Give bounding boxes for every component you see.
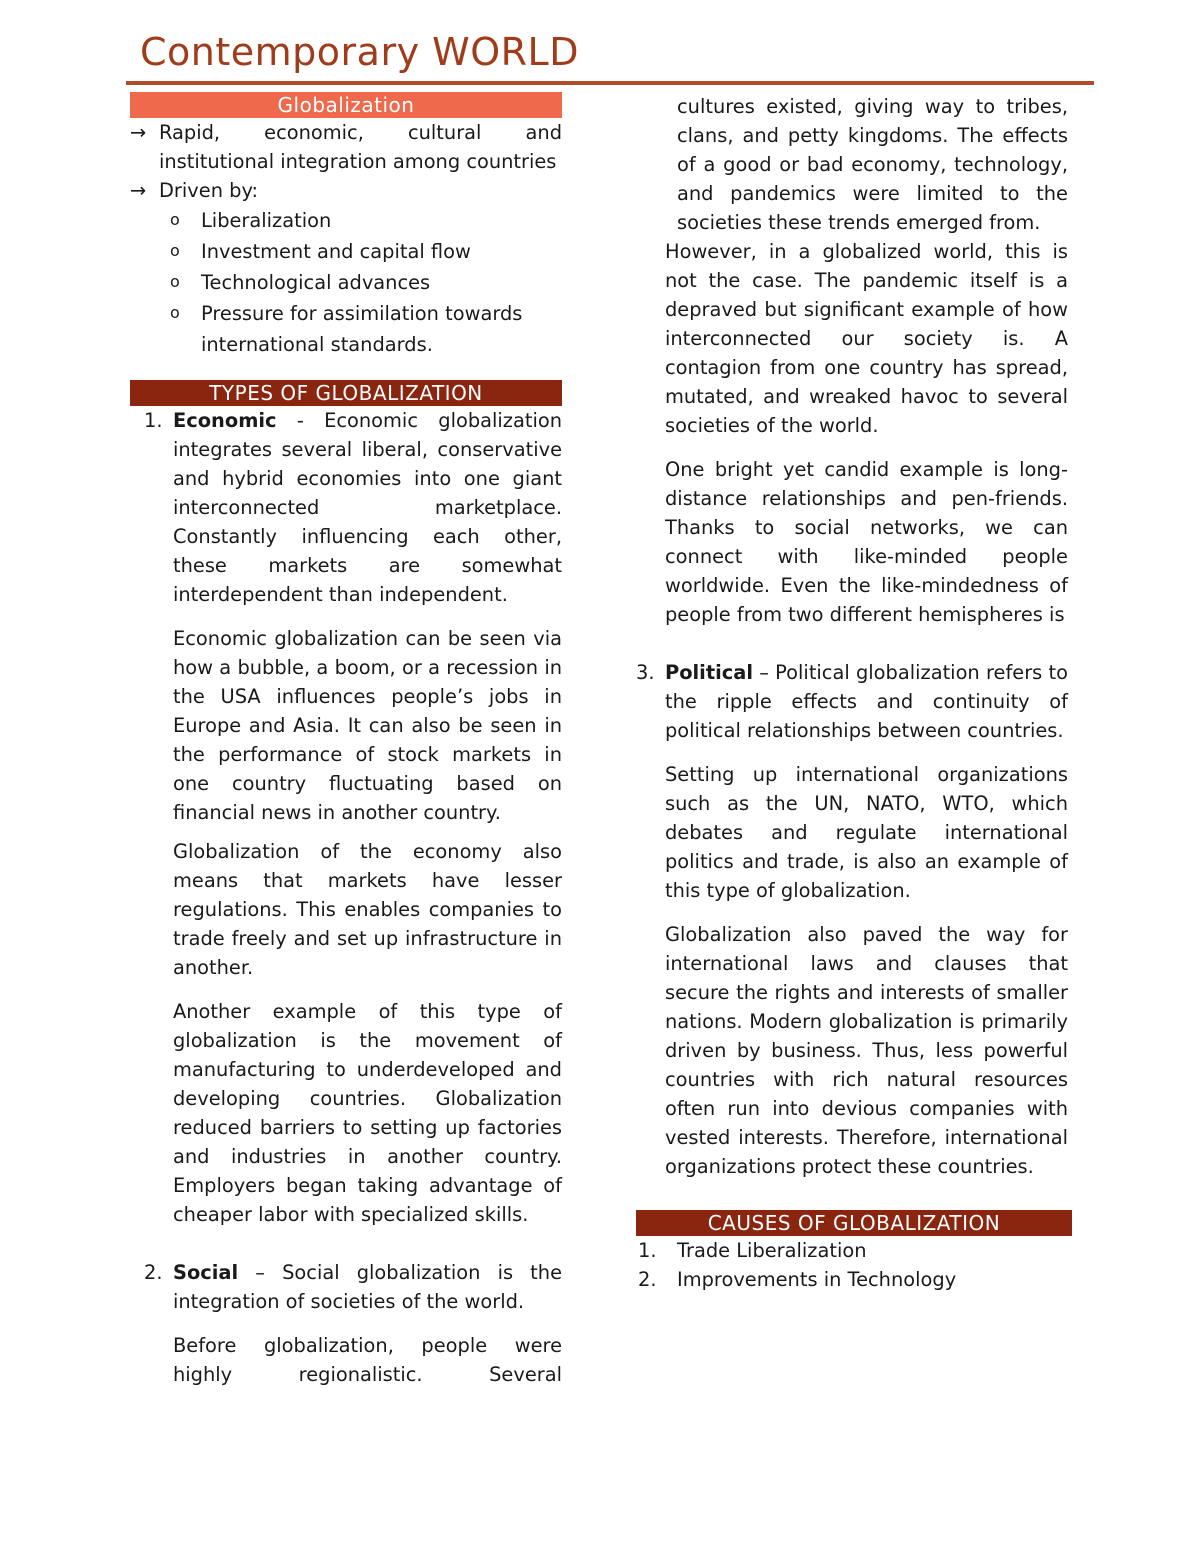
driver-text: Investment and capital flow	[201, 240, 471, 263]
driver-text: Pressure for assimilation towards international standards.	[201, 302, 523, 356]
types-banner: TYPES OF GLOBALIZATION	[130, 380, 562, 406]
paragraph: Setting up international organizations such as the UN, NATO, WTO, which debates and regulate international politics and trade, is also an example of this type of globalization.	[665, 763, 1068, 902]
paragraph: Globalization of the economy also means that markets have lesser regulations. This enables companies to trade freely and set up infrastructure in another.	[173, 840, 562, 979]
circle-bullet-icon: o	[170, 241, 180, 260]
paragraph: However, in a globalized world, this is not the case. The pandemic itself is a depraved but significant example of how interconnected our society is. A contagion from one country has spread, mutated, and wreaked havoc to several societies of the world.	[665, 240, 1068, 437]
list-number: 1.	[638, 1239, 657, 1262]
social-lead	[173, 1258, 562, 1316]
driver-text: Liberalization	[201, 209, 332, 232]
political-term: Political	[665, 661, 753, 684]
list-item	[636, 1236, 1068, 1265]
paragraph: Another example of this type of globalization is the movement of manufacturing to underdeveloped and developing countries. Globalization reduced barriers to setting up factories and industries in another country. Employers began taking advantage of cheaper labor with specialized skills.	[173, 1000, 562, 1226]
arrow-right-icon: →	[130, 179, 147, 202]
cause-text: Trade Liberalization	[677, 1239, 867, 1262]
right-column	[636, 92, 1068, 1294]
list-item	[130, 267, 562, 298]
left-column	[130, 92, 562, 1389]
list-number: 2.	[144, 1261, 163, 1284]
economic-lead-text: - Economic globalization integrates several liberal, conservative and hybrid economies into one giant interconnected marketplace. Constantly influencing each other, these markets are somewhat interdependent than independent.	[173, 409, 562, 606]
economic-lead	[173, 406, 562, 609]
causes-banner: CAUSES OF GLOBALIZATION	[636, 1210, 1072, 1236]
paragraph: One bright yet candid example is long-distance relationships and pen-friends. Thanks to social networks, we can connect with like-minded people worldwide. Even the like-mindedness of people from two different hemispheres is	[665, 458, 1068, 626]
list-number: 2.	[638, 1268, 657, 1291]
title-divider	[126, 81, 1094, 85]
driven-by-label: Driven by:	[159, 179, 259, 202]
economic-term: Economic	[173, 409, 277, 432]
arrow-right-icon: →	[130, 121, 147, 144]
paragraph: Globalization also paved the way for international laws and clauses that secure the rights and interests of smaller nations. Modern globalization is primarily driven by business. Thus, less powerful countries with rich natural resources often run into devious companies with vested interests. Therefore, international organizations protect these countries.	[665, 923, 1068, 1178]
driver-text: Technological advances	[201, 271, 431, 294]
paragraph: cultures existed, giving way to tribes, clans, and petty kingdoms. The effects of a good or bad economy, technology, and pandemics were limited to the societies these trends emerged from.	[677, 95, 1068, 234]
list-item	[130, 205, 562, 236]
globalization-banner: Globalization	[130, 92, 562, 118]
social-lead-text: – Social globalization is the integration of societies of the world.	[173, 1261, 562, 1313]
list-item	[130, 298, 562, 360]
list-item	[130, 236, 562, 267]
cause-text: Improvements in Technology	[677, 1268, 957, 1291]
circle-bullet-icon: o	[170, 303, 180, 322]
social-item	[130, 1258, 562, 1316]
paragraph: Before globalization, people were highly regionalistic. Several	[173, 1334, 562, 1386]
political-item	[636, 658, 1068, 745]
list-item	[636, 1265, 1068, 1294]
economic-item	[130, 406, 562, 609]
circle-bullet-icon: o	[170, 210, 180, 229]
political-lead-text: – Political globalization refers to the ripple effects and continuity of political relationships between countries.	[665, 661, 1068, 742]
paragraph: Economic globalization can be seen via how a bubble, a boom, or a recession in the USA influences people’s jobs in Europe and Asia. It can also be seen in the performance of stock markets in one country fluctuating based on financial news in another country.	[173, 627, 562, 824]
definition-item	[130, 118, 562, 176]
list-number: 1.	[144, 409, 163, 432]
social-term: Social	[173, 1261, 239, 1284]
driven-by-item	[130, 176, 562, 205]
list-number: 3.	[636, 661, 655, 684]
circle-bullet-icon: o	[170, 272, 180, 291]
definition-text: Rapid, economic, cultural and institutional integration among countries	[159, 121, 562, 173]
page-title: Contemporary WORLD	[140, 30, 579, 74]
political-lead	[665, 658, 1068, 745]
